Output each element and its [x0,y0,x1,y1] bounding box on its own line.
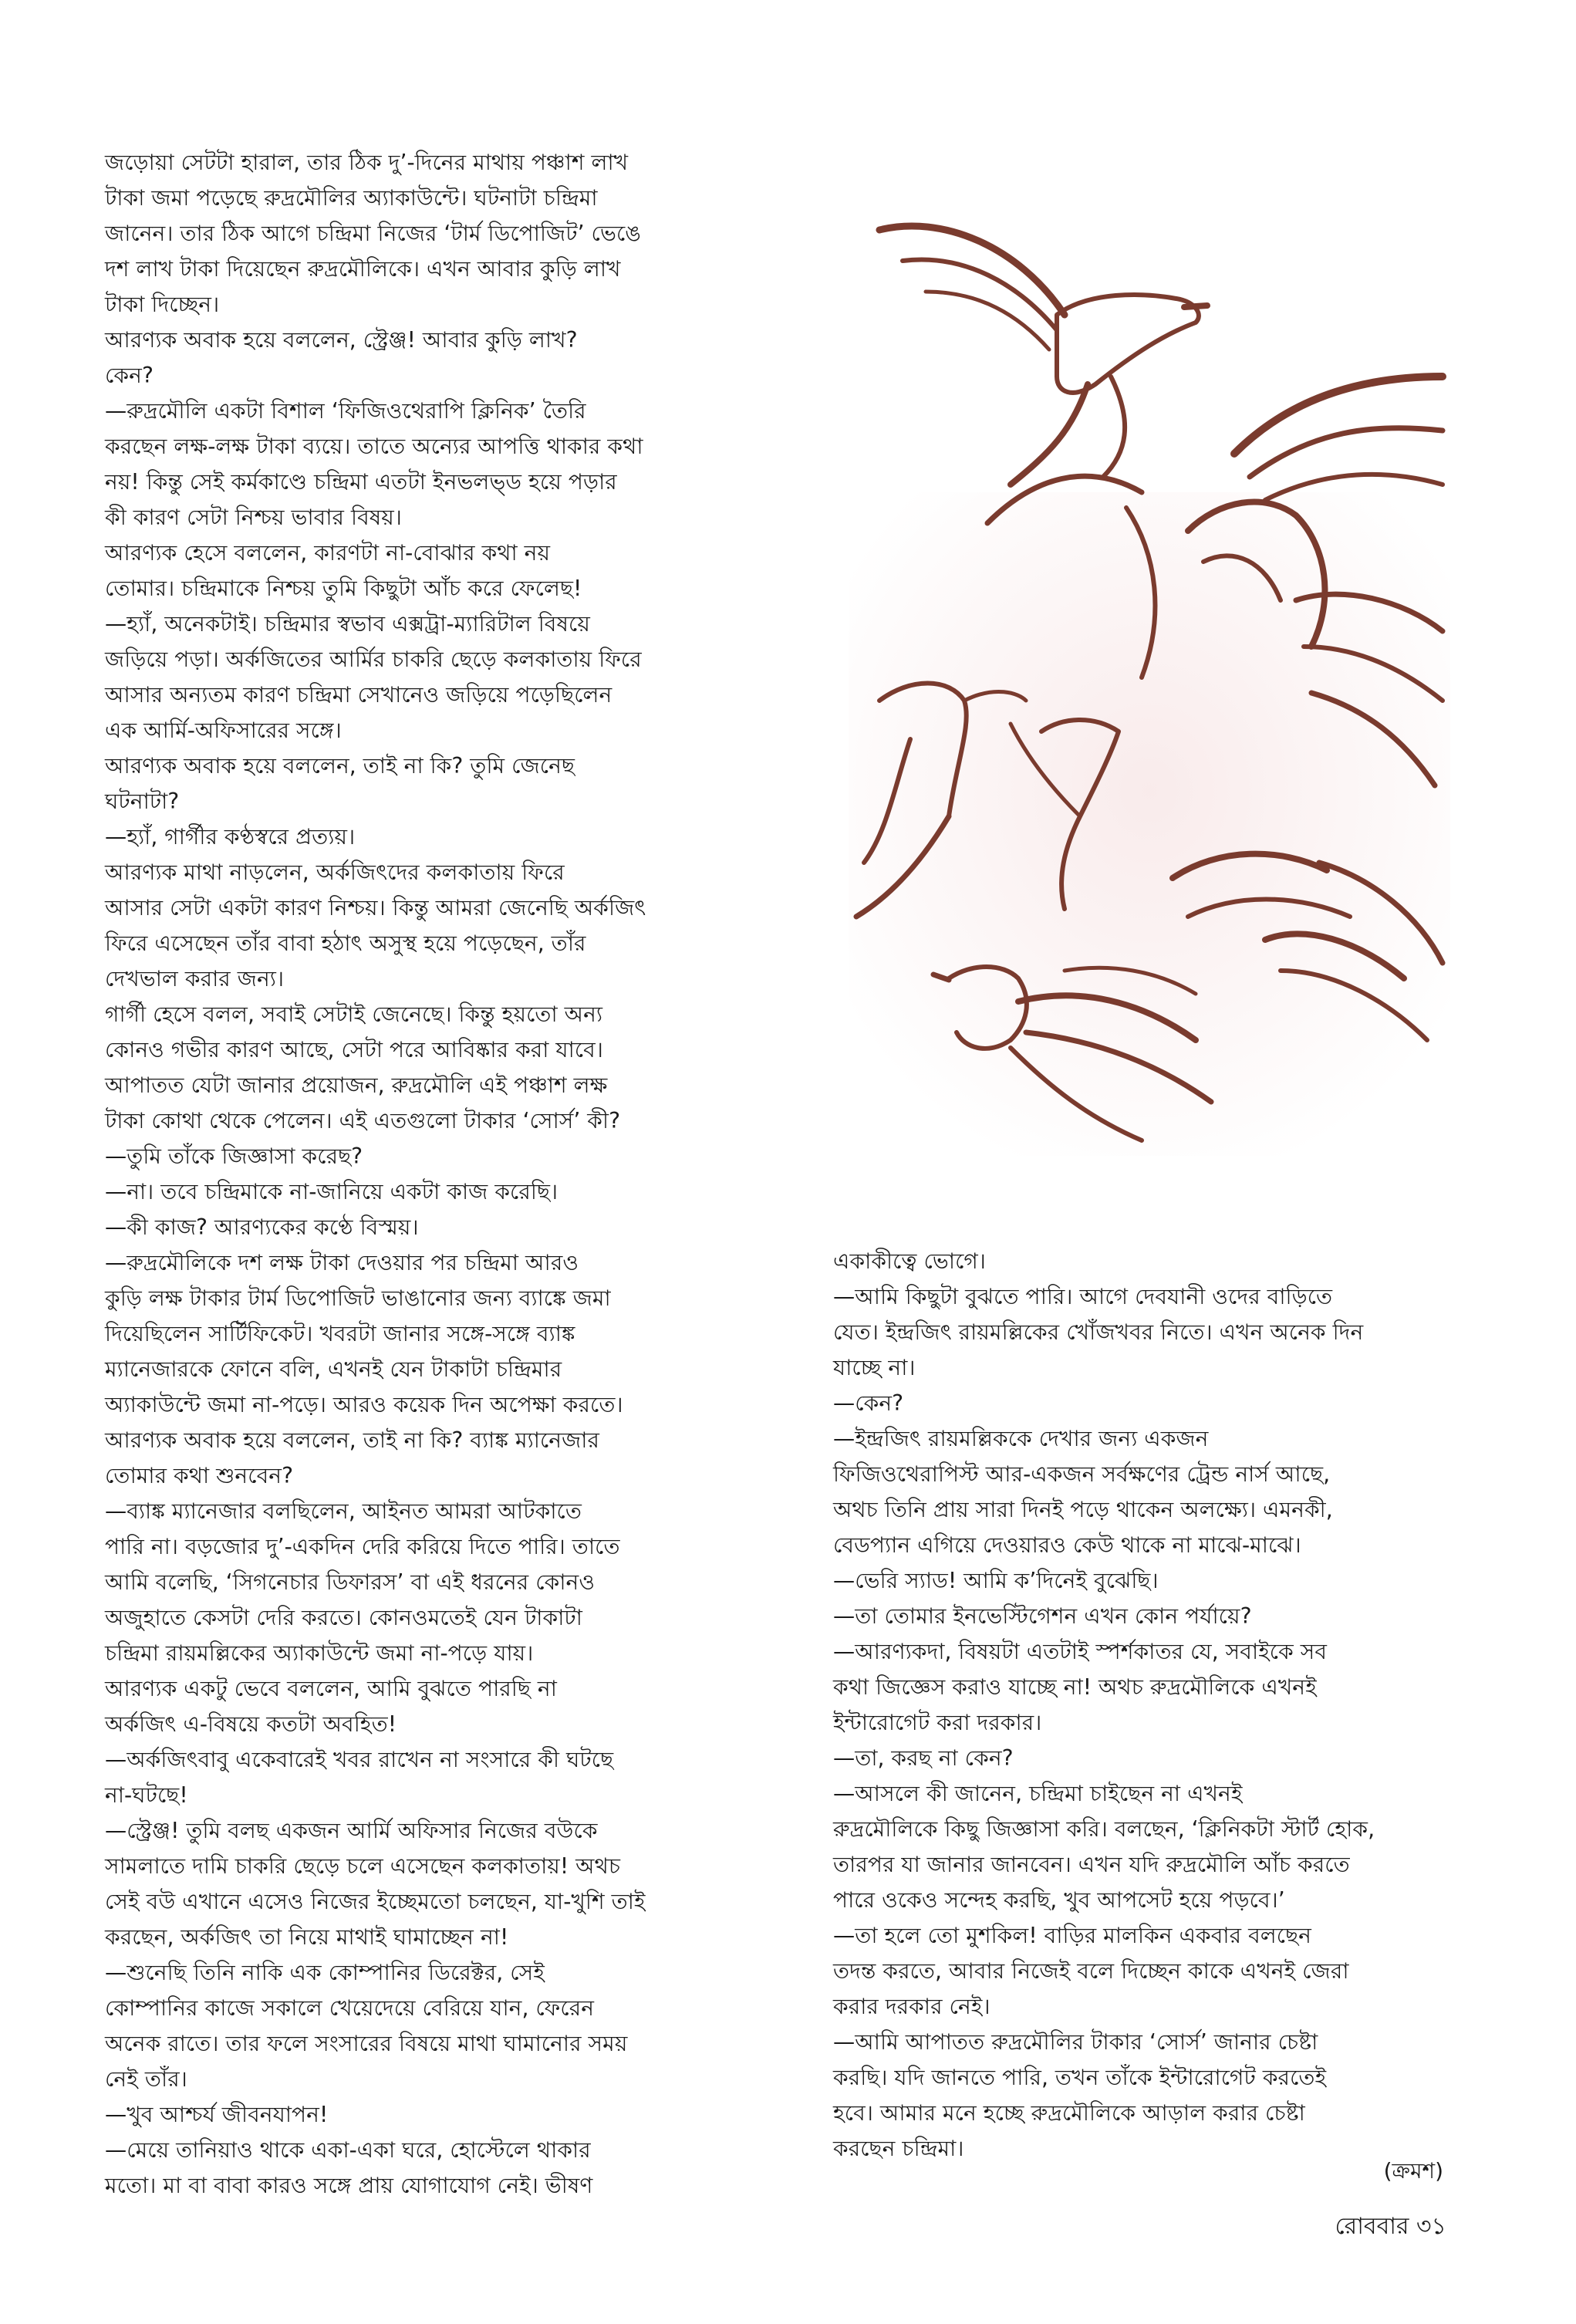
text-line: —শুনেছি তিনি নাকি এক কোম্পানির ডিরেক্টর, সেই [105,1960,545,1985]
text-line: না-ঘটছে! [105,1782,188,1808]
text-line: নেই তাঁর। [105,2066,187,2092]
text-line: —আমি কিছুটা বুঝতে পারি। আগে দেবযানী ওদের বাড়িতে [833,1284,1333,1309]
text-line: কুড়ি লক্ষ টাকার টার্ম ডিপোজিট ভাঙানোর জন্য ব্যাঙ্কে জমা [105,1285,611,1311]
text-line: আসার অন্যতম কারণ চন্দ্রিমা সেখানেও জড়িয়ে পড়েছিলেন [105,682,613,708]
text-line: ম্যানেজারকে ফোনে বলি, এখনই যেন টাকাটা চন্দ্রিমার [105,1356,562,1382]
page-footer: রোববার ৩১ [1335,2213,1446,2240]
text-line: করছি। যদি জানতে পারি, তখন তাঁকে ইন্টারোগেট করতেই [833,2065,1327,2090]
text-line: কোম্পানির কাজে সকালে খেয়েদেয়ে বেরিয়ে যান, ফেরেন [105,1995,595,2021]
text-line: দশ লাখ টাকা দিয়েছেন রুদ্রমৌলিকে। এখন আবার কুড়ি লাখ [105,256,621,282]
text-line: অনেক রাতে। তার ফলে সংসারের বিষয়ে মাথা ঘামানোর সময় [105,2031,628,2056]
text-line: করছেন, অর্কজিৎ তা নিয়ে মাথাই ঘামাচ্ছেন না! [105,1924,509,1950]
text-line: টাকা জমা পড়েছে রুদ্রমৌলির অ্যাকাউন্টে। ঘটনাটা চন্দ্রিমা [105,185,598,211]
text-line: —হ্যাঁ, অনেকটাই। চন্দ্রিমার স্বভাব এক্সট্রা-ম্যারিটাল বিষয়ে [105,611,590,637]
text-line: দিয়েছিলেন সার্টিফিকেট। খবরটা জানার সঙ্গে-সঙ্গে ব্যাঙ্ক [105,1321,575,1346]
text-line: করার দরকার নেই। [833,1994,990,2019]
text-line: টাকা কোথা থেকে পেলেন। এই এতগুলো টাকার ‘সোর্স’ কী? [105,1108,621,1133]
text-line: দেখভাল করার জন্য। [105,966,285,991]
text-line: —তা, করছ না কেন? [833,1745,1014,1771]
text-line: নয়! কিন্তু সেই কর্মকাণ্ডে চন্দ্রিমা এতটা ইনভলভ্‌ড হয়ে পড়ার [105,469,617,495]
text-line: —আসলে কী জানেন, চন্দ্রিমা চাইছেন না এখনই [833,1781,1243,1806]
text-line: সামলাতে দামি চাকরি ছেড়ে চলে এসেছেন কলকাতায়! অথচ [105,1853,621,1879]
text-line: গার্গী হেসে বলল, সবাই সেটাই জেনেছে। কিন্তু হয়তো অন্য [105,1002,603,1027]
text-line: —আমি আপাতত রুদ্রমৌলির টাকার ‘সোর্স’ জানার চেষ্টা [833,2029,1318,2055]
text-line: তারপর যা জানার জানবেন। এখন যদি রুদ্রমৌলি আঁচ করতে [833,1852,1350,1877]
text-line: —আরণ্যকদা, বিষয়টা এতটাই স্পর্শকাতর যে, সবাইকে সব [833,1639,1328,1664]
left-text-column [105,145,745,2204]
text-line: তোমার কথা শুনবেন? [105,1463,294,1488]
text-line: —স্ট্রেঞ্জ! তুমি বলছ একজন আর্মি অফিসার নিজের বউকে [105,1818,598,1843]
text-line: জানেন। তার ঠিক আগে চন্দ্রিমা নিজের ‘টার্ম ডিপোজিট’ ভেঙে [105,221,641,246]
text-line: আমি বলেছি, ‘সিগনেচার ডিফারস’ বা এই ধরনের কোনও [105,1569,596,1595]
right-text-column [833,1244,1473,2167]
text-line: মতো। মা বা বাবা কারও সঙ্গে প্রায় যোগাযোগ নেই। ভীষণ [105,2173,593,2198]
text-line: —তা তোমার ইনভেস্টিগেশন এখন কোন পর্যায়ে? [833,1603,1252,1629]
text-line: জড়োয়া সেটটা হারাল, তার ঠিক দু’-দিনের মাথায় পঞ্চাশ লাখ [105,150,629,175]
text-line: জড়িয়ে পড়া। অর্কজিতের আর্মির চাকরি ছেড়ে কলকাতায় ফিরে [105,647,642,672]
text-line: আরণ্যক অবাক হয়ে বললেন, তাই না কি? তুমি জেনেছ [105,753,575,779]
text-line: —তুমি তাঁকে জিজ্ঞাসা করেছ? [105,1143,363,1169]
text-line: আপাতত যেটা জানার প্রয়োজন, রুদ্রমৌলি এই পঞ্চাশ লক্ষ [105,1072,608,1098]
text-line: ফিরে এসেছেন তাঁর বাবা হঠাৎ অসুস্থ হয়ে পড়েছেন, তাঁর [105,931,586,956]
text-line: —হ্যাঁ, গার্গীর কণ্ঠস্বরে প্রত্যয়। [105,824,356,850]
text-line: অজুহাতে কেসটা দেরি করতে। কোনওমতেই যেন টাকাটা [105,1605,582,1630]
text-line: একাকীত্বে ভোগে। [833,1248,986,1274]
text-line: রুদ্রমৌলিকে কিছু জিজ্ঞাসা করি। বলছেন, ‘ক্লিনিকটা স্টার্ট হোক, [833,1816,1375,1842]
text-line: আরণ্যক হেসে বললেন, কারণটা না-বোঝার কথা নয় [105,540,551,566]
text-line: অথচ তিনি প্রায় সারা দিনই পড়ে থাকেন অলক্ষ্যে। এমনকী, [833,1497,1333,1522]
text-line: ঘটনাটা? [105,789,180,814]
text-line: কী কারণ সেটা নিশ্চয় ভাবার বিষয়। [105,505,402,530]
doves-illustration [833,199,1450,1164]
text-line: এক আর্মি-অফিসারের সঙ্গে। [105,718,342,743]
text-line: তদন্ত করতে, আবার নিজেই বলে দিচ্ছেন কাকে এখনই জেরা [833,1958,1349,1984]
text-line: পারি না। বড়জোর দু’-একদিন দেরি করিয়ে দিতে পারি। তাতে [105,1534,620,1559]
text-line: ইন্টারোগেট করা দরকার। [833,1710,1042,1735]
text-line: তোমার। চন্দ্রিমাকে নিশ্চয় তুমি কিছুটা আঁচ করে ফেলেছ! [105,576,582,601]
text-line: পারে ওকেও সন্দেহ করছি, খুব আপসেট হয়ে পড়বে।’ [833,1887,1285,1913]
text-line: যেত। ইন্দ্রজিৎ রায়মল্লিকের খোঁজখবর নিতে। এখন অনেক দিন [833,1319,1364,1345]
text-line: ফিজিওথেরাপিস্ট আর-একজন সর্বক্ষণের ট্রেন্ড নার্স আছে, [833,1461,1331,1487]
text-line: আরণ্যক অবাক হয়ে বললেন, স্ট্রেঞ্জ! আবার কুড়ি লাখ? [105,327,578,353]
text-line: করছেন চন্দ্রিমা। [833,2136,964,2161]
text-line: অ্যাকাউন্টে জমা না-পড়ে। আরও কয়েক দিন অপেক্ষা করতে। [105,1392,623,1417]
text-line: —রুদ্রমৌলিকে দশ লক্ষ টাকা দেওয়ার পর চন্দ্রিমা আরও [105,1250,579,1275]
text-line: যাচ্ছে না। [833,1355,916,1380]
text-line: অর্কজিৎ এ-বিষয়ে কতটা অবহিত! [105,1711,397,1737]
text-line: —রুদ্রমৌলি একটা বিশাল ‘ফিজিওথেরাপি ক্লিনিক’ তৈরি [105,398,586,424]
text-line: কোনও গভীর কারণ আছে, সেটা পরে আবিষ্কার করা যাবে। [105,1037,603,1062]
text-line: —খুব আশ্চর্য জীবনযাপন! [105,2102,329,2127]
text-line: আরণ্যক মাথা নাড়লেন, অর্কজিৎদের কলকাতায় ফিরে [105,860,565,885]
text-line: —তা হলে তো মুশকিল! বাড়ির মালকিন একবার বলছেন [833,1923,1311,1948]
text-line: টাকা দিচ্ছেন। [105,292,220,317]
text-line: কথা জিজ্ঞেস করাও যাচ্ছে না! অথচ রুদ্রমৌলিকে এখনই [833,1674,1317,1700]
text-line: —মেয়ে তানিয়াও থাকে একা-একা ঘরে, হোস্টেলে থাকার [105,2137,591,2163]
text-line: বেডপ্যান এগিয়ে দেওয়ারও কেউ থাকে না মাঝে-মাঝে। [833,1532,1301,1558]
text-line: —কেন? [833,1390,904,1416]
text-line: —কী কাজ? আরণ্যকের কণ্ঠে বিস্ময়। [105,1214,419,1240]
text-line: হবে। আমার মনে হচ্ছে রুদ্রমৌলিকে আড়াল করার চেষ্টা [833,2100,1305,2126]
text-line: —ইন্দ্রজিৎ রায়মল্লিককে দেখার জন্য একজন [833,1426,1209,1451]
text-line: আরণ্যক একটু ভেবে বললেন, আমি বুঝতে পারছি না [105,1676,557,1701]
text-line: —ভেরি স্যাড! আমি ক’দিনেই বুঝেছি। [833,1568,1159,1593]
text-line: —অর্কজিৎবাবু একেবারেই খবর রাখেন না সংসারে কী ঘটছে [105,1747,614,1772]
text-line: আরণ্যক অবাক হয়ে বললেন, তাই না কি? ব্যাঙ্ক ম্যানেজার [105,1427,599,1453]
text-line: কেন? [105,363,154,388]
continued-label: (ক্রমশ) [1383,2158,1443,2184]
text-line: —ব্যাঙ্ক ম্যানেজার বলছিলেন, আইনত আমরা আটকাতে [105,1498,582,1524]
text-line: করছেন লক্ষ-লক্ষ টাকা ব্যয়ে। তাতে অন্যের আপত্তি থাকার কথা [105,434,643,459]
text-line: আসার সেটা একটা কারণ নিশ্চয়। কিন্তু আমরা জেনেছি অর্কজিৎ [105,895,646,920]
text-line: সেই বউ এখানে এসেও নিজের ইচ্ছেমতো চলছেন, যা-খুশি তাই [105,1889,646,1914]
text-line: —না। তবে চন্দ্রিমাকে না-জানিয়ে একটা কাজ করেছি। [105,1179,559,1204]
text-line: চন্দ্রিমা রায়মল্লিকের অ্যাকাউন্টে জমা না-পড়ে যায়। [105,1640,534,1666]
